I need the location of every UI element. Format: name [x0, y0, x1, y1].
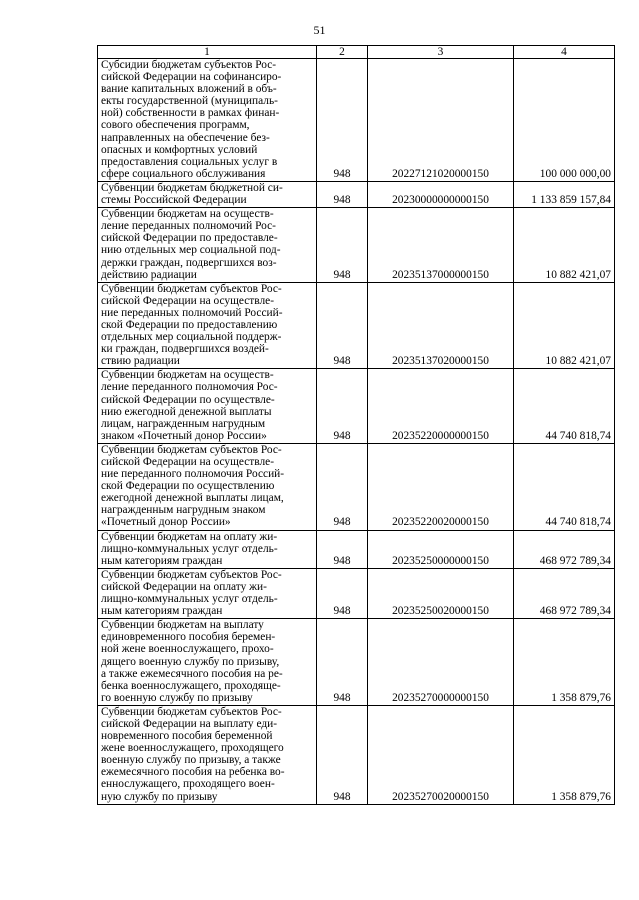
description-line: сийской Федерации по осуществле- — [101, 393, 275, 406]
row-amount: 10 882 421,07 — [514, 282, 615, 369]
table-row — [98, 443, 615, 530]
row-description — [98, 282, 317, 369]
description-line: Субвенции бюджетам бюджетной си- — [101, 181, 283, 194]
description-line: действию радиации — [101, 268, 197, 281]
description-line: ежемесячного пособия на ребенка во- — [101, 766, 285, 779]
description-line: сийской Федерации на осуществле- — [101, 294, 275, 307]
row-admin-code: 948 — [317, 530, 368, 568]
description-line: сфере социального обслуживания — [101, 167, 266, 180]
description-line: ки граждан, подвергшихся воздей- — [101, 343, 269, 356]
table-row — [98, 530, 615, 568]
row-amount: 44 740 818,74 — [514, 369, 615, 444]
description-line: сийской Федерации на софинансиро- — [101, 71, 282, 84]
table-body — [98, 59, 615, 805]
row-budget-code: 20235250000000150 — [368, 530, 514, 568]
table-row — [98, 619, 615, 706]
page-number: 51 — [313, 23, 326, 37]
description-line: ние переданных полномочий Россий- — [101, 306, 283, 319]
description-line: вание капитальных вложений в объ- — [101, 83, 277, 96]
description-line: Субвенции бюджетам субъектов Рос- — [101, 568, 282, 581]
row-budget-code: 20235220020000150 — [368, 443, 514, 530]
description-line: нию ежегодной денежной выплаты — [101, 405, 272, 418]
description-line: ление переданного полномочия Рос- — [101, 381, 278, 394]
row-admin-code: 948 — [317, 705, 368, 804]
description-line: бенка военнослужащего, проходяще- — [101, 679, 281, 692]
description-line: ние переданного полномочия Россий- — [101, 468, 285, 481]
row-admin-code: 948 — [317, 568, 368, 618]
description-line: предоставления социальных услуг в — [101, 155, 278, 168]
description-line: еннослужащего, проходящего воен- — [101, 778, 275, 791]
description-line: ным категориям граждан — [101, 554, 223, 567]
description-line: награжденным нагрудным знаком — [101, 504, 266, 517]
description-line: военную службу по призыву, а также — [101, 754, 281, 767]
row-amount: 1 358 879,76 — [514, 705, 615, 804]
description-line: сийской Федерации на выплату еди- — [101, 717, 278, 730]
row-description — [98, 443, 317, 530]
description-line: Субвенции бюджетам на выплату — [101, 619, 264, 632]
description-line: Субвенции бюджетам на оплату жи- — [101, 530, 278, 543]
description-line: Субвенции бюджетам субъектов Рос- — [101, 443, 282, 456]
row-budget-code: 20235137020000150 — [368, 282, 514, 369]
description-line: ской Федерации по предоставлению — [101, 318, 278, 331]
description-line: ежегодной денежной выплаты лицам, — [101, 492, 284, 505]
table-row — [98, 59, 615, 182]
description-line: «Почетный донор России» — [101, 516, 231, 529]
description-line: Субвенции бюджетам на осуществ- — [101, 369, 274, 382]
column-header-2: 2 — [317, 46, 368, 59]
row-admin-code: 948 — [317, 181, 368, 207]
row-description — [98, 369, 317, 444]
description-line: новременного пособия беременной — [101, 730, 273, 743]
row-budget-code: 20235270000000150 — [368, 619, 514, 706]
row-admin-code: 948 — [317, 208, 368, 283]
row-description — [98, 208, 317, 283]
description-line: Субвенции бюджетам субъектов Рос- — [101, 282, 282, 295]
row-budget-code: 20227121020000150 — [368, 59, 514, 182]
description-line: Субсидии бюджетам субъектов Рос- — [101, 59, 277, 71]
row-budget-code: 20235250020000150 — [368, 568, 514, 618]
row-amount: 468 972 789,34 — [514, 568, 615, 618]
row-admin-code: 948 — [317, 282, 368, 369]
description-line: Субвенции бюджетам на осуществ- — [101, 208, 274, 221]
description-line: держки граждан, подвергшихся воз- — [101, 256, 277, 269]
row-amount: 100 000 000,00 — [514, 59, 615, 182]
description-line: ление переданных полномочий Рос- — [101, 220, 276, 233]
description-line: лицам, награжденным нагрудным — [101, 417, 266, 430]
description-line: лищно-коммунальных услуг отдель- — [101, 593, 278, 606]
row-description — [98, 59, 317, 182]
description-line: сового обеспечения программ, — [101, 119, 250, 132]
row-admin-code: 948 — [317, 443, 368, 530]
description-line: нию отдельных мер социальной под- — [101, 244, 281, 257]
description-line: жене военнослужащего, проходящего — [101, 742, 284, 755]
row-admin-code: 948 — [317, 369, 368, 444]
description-line: лищно-коммунальных услуг отдель- — [101, 542, 278, 555]
column-header-1: 1 — [98, 46, 317, 59]
description-line: го военную службу по призыву — [101, 691, 253, 704]
table-row — [98, 369, 615, 444]
column-header-3: 3 — [368, 46, 514, 59]
description-line: ной) собственности в рамках финан- — [101, 107, 280, 120]
description-line: отдельных мер социальной поддерж- — [101, 331, 282, 344]
row-description — [98, 530, 317, 568]
row-budget-code: 20235137000000150 — [368, 208, 514, 283]
row-description — [98, 619, 317, 706]
row-budget-code: 20230000000000150 — [368, 181, 514, 207]
description-line: знаком «Почетный донор России» — [101, 429, 267, 442]
description-line: единовременного пособия беремен- — [101, 631, 276, 644]
row-description — [98, 181, 317, 207]
description-line: опасных и комфортных условий — [101, 143, 258, 156]
table-row — [98, 568, 615, 618]
table-header-row — [98, 46, 615, 59]
description-line: направленных на обеспечение без- — [101, 131, 270, 144]
description-line: а также ежемесячного пособия на ре- — [101, 667, 283, 680]
description-line: сийской Федерации на оплату жи- — [101, 580, 267, 593]
table-row — [98, 282, 615, 369]
description-line: ной жене военнослужащего, прохо- — [101, 643, 274, 656]
description-line: сийской Федерации на осуществле- — [101, 456, 275, 468]
row-amount: 1 358 879,76 — [514, 619, 615, 706]
row-admin-code: 948 — [317, 59, 368, 182]
description-line: ствию радиации — [101, 355, 180, 368]
table-row — [98, 181, 615, 207]
row-description — [98, 568, 317, 618]
description-line: сийской Федерации по предоставле- — [101, 232, 278, 245]
description-line: ской Федерации по осуществлению — [101, 480, 275, 493]
table-row — [98, 705, 615, 804]
row-budget-code: 20235270020000150 — [368, 705, 514, 804]
row-amount: 468 972 789,34 — [514, 530, 615, 568]
row-amount: 10 882 421,07 — [514, 208, 615, 283]
column-header-4: 4 — [514, 46, 615, 59]
row-description — [98, 705, 317, 804]
description-line: Субвенции бюджетам субъектов Рос- — [101, 705, 282, 718]
description-line: ным категориям граждан — [101, 605, 223, 618]
description-line: екты государственной (муниципаль- — [101, 95, 278, 108]
description-line: стемы Российской Федерации — [101, 194, 247, 207]
budget-table — [97, 45, 615, 805]
row-budget-code: 20235220000000150 — [368, 369, 514, 444]
row-amount: 1 133 859 157,84 — [514, 181, 615, 207]
description-line: дящего военную службу по призыву, — [101, 655, 280, 668]
table-row — [98, 208, 615, 283]
row-admin-code: 948 — [317, 619, 368, 706]
row-amount: 44 740 818,74 — [514, 443, 615, 530]
description-line: ную службу по призыву — [101, 790, 218, 803]
